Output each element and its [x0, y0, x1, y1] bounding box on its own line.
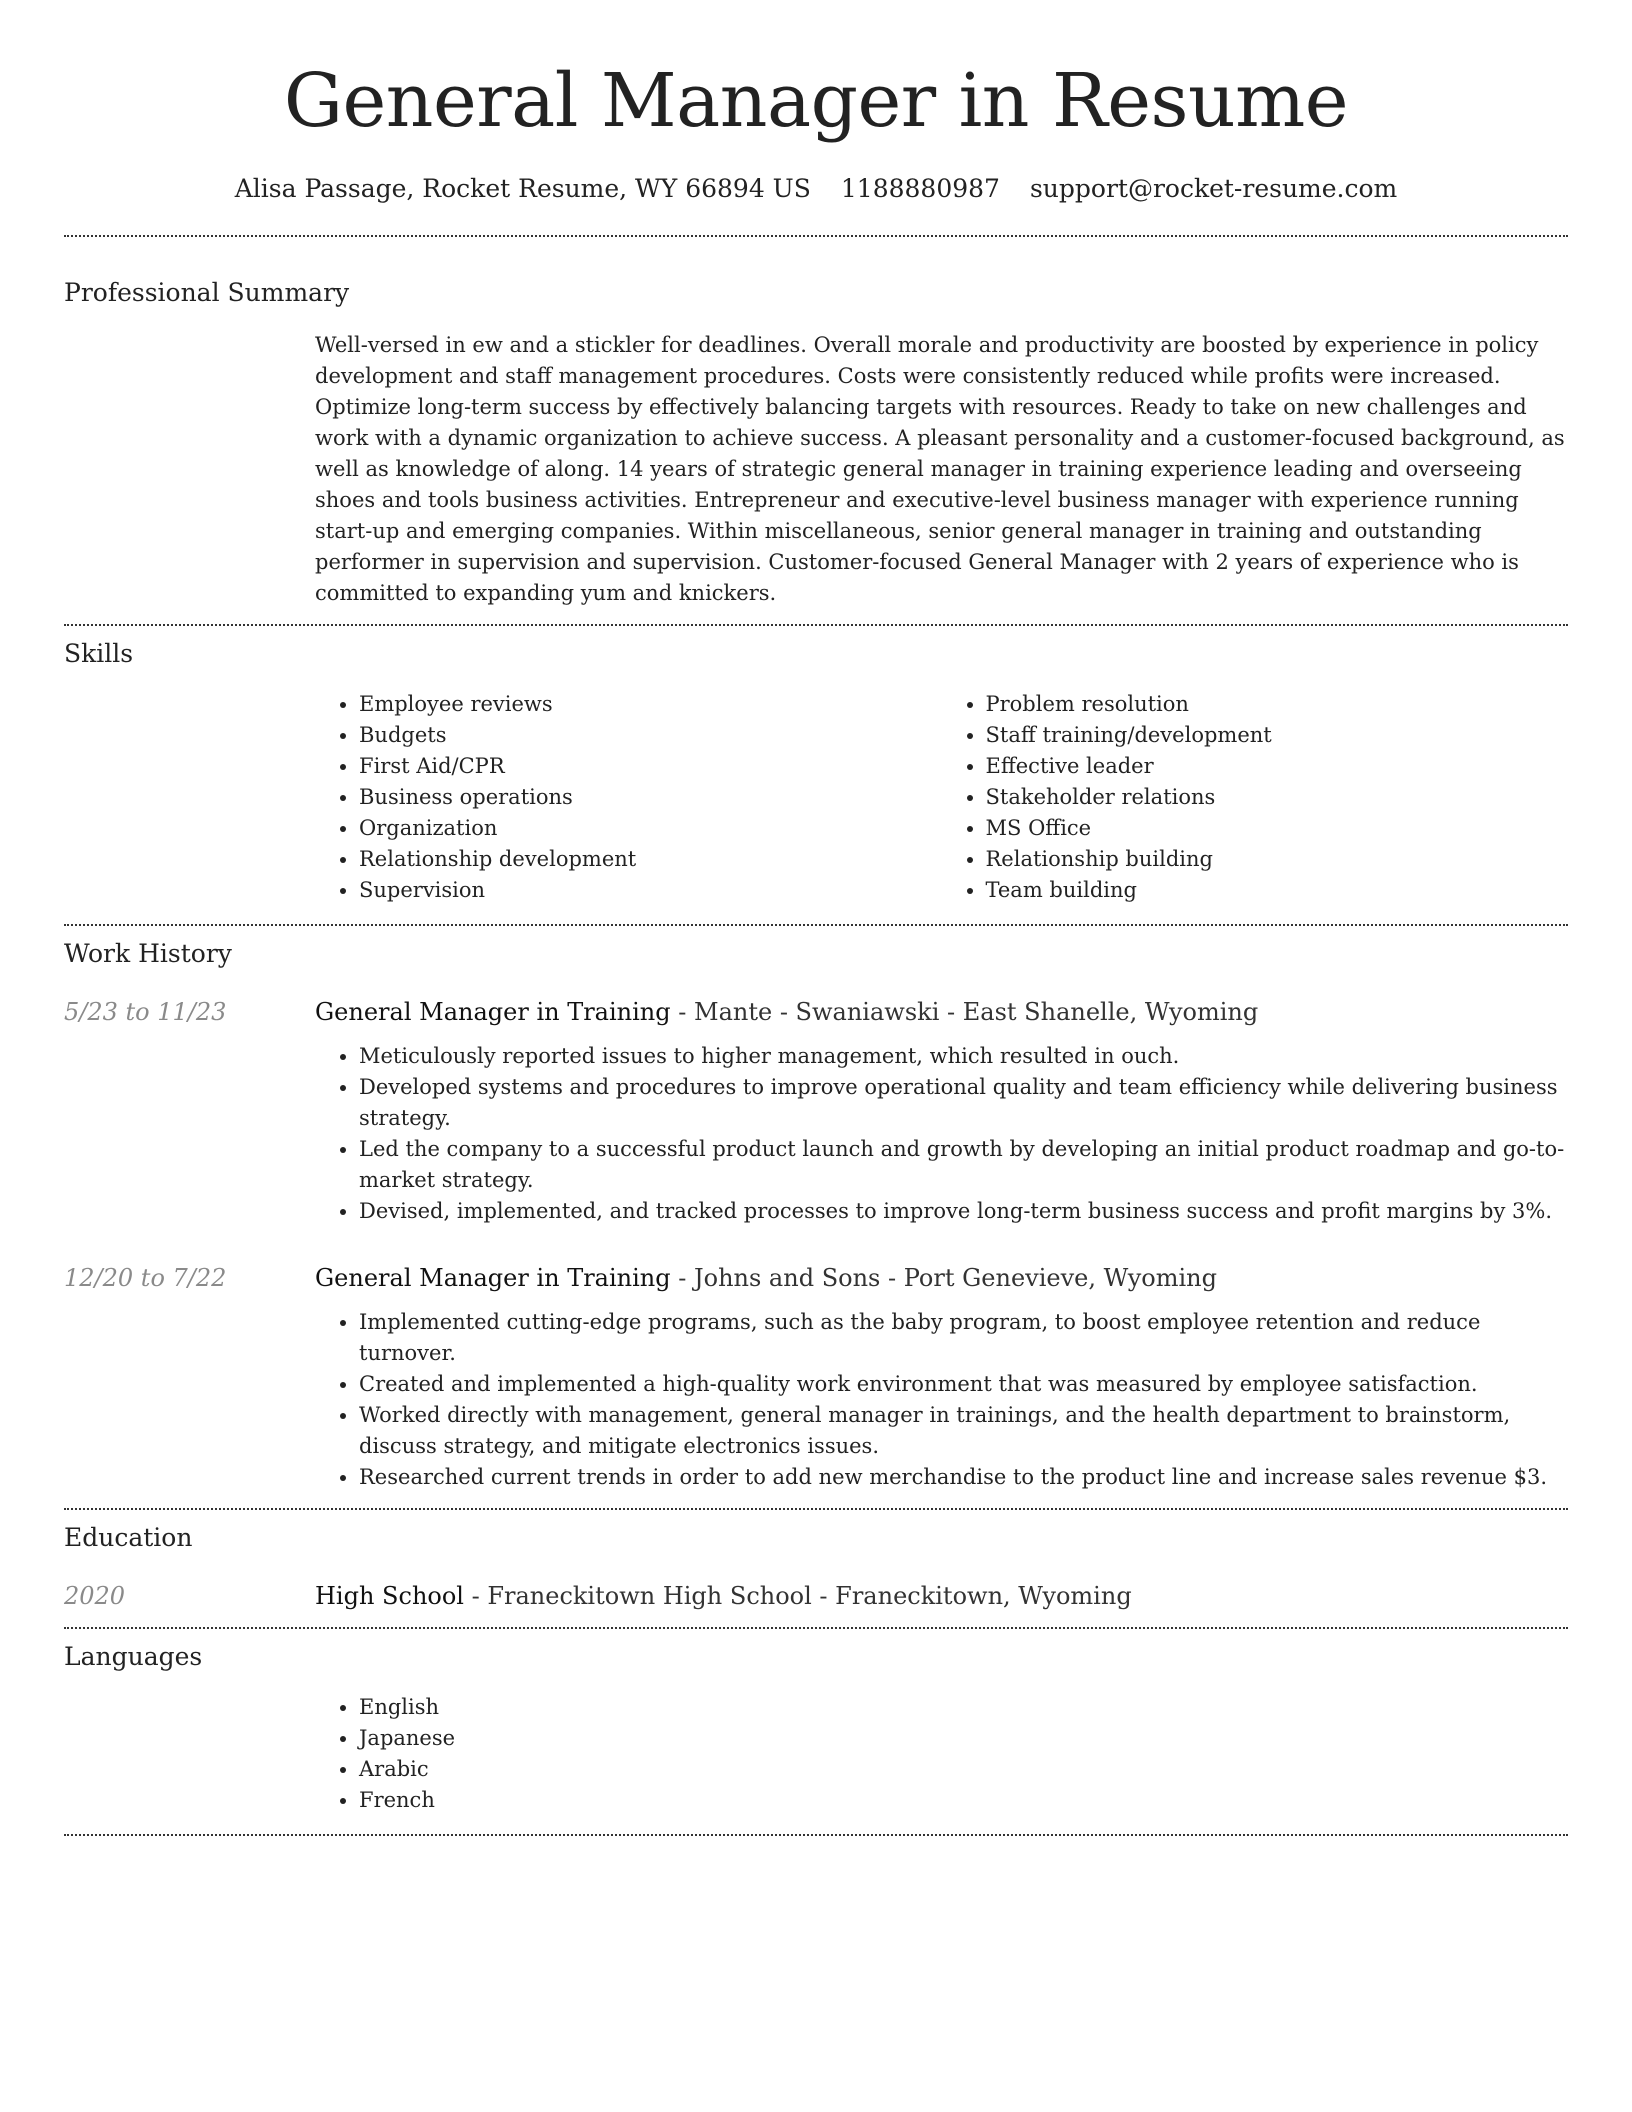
job-body — [315, 995, 1568, 1227]
summary-text: Well-versed in ew and a stickler for deadlines. Overall morale and productivity are boosted by experience in policy development and staff management procedures. Costs were consistently reduced while profits were increased. Optimize long-term success by effectively balancing targets with resources. Ready to take on new challenges and work with a dynamic organization to achieve success. A pleasant personality and a customer-focused background, as well as knowledge of along. 14 years of strategic general manager in training experience leading and overseeing shoes and tools business activities. Entrepreneur and executive-level business manager with experience running start-up and emerging companies. Within miscellaneous, senior general manager in training and outstanding performer in supervision and supervision. Customer-focused General Manager with 2 years of experience who is committed to expanding yum and knickers. — [315, 333, 1565, 605]
section-divider — [64, 624, 1568, 626]
job-dates: 5/23 to 11/23 — [64, 998, 227, 1026]
skill-item: • First Aid/CPR — [359, 751, 942, 782]
skill-item: • Supervision — [359, 875, 942, 906]
job-bullet: • Implemented cutting-edge programs, such as the baby program, to boost employee retention and reduce turnover. — [359, 1307, 1568, 1369]
section-divider — [64, 1508, 1568, 1510]
skills-heading: Skills — [64, 639, 134, 668]
job-bullet: • Meticulously reported issues to higher management, which resulted in ouch. — [359, 1041, 1568, 1072]
section-divider — [64, 1834, 1568, 1836]
contact-address: Alisa Passage, Rocket Resume, WY 66894 US — [234, 174, 811, 203]
resume-page — [64, 0, 1568, 1836]
languages-block — [315, 1692, 1568, 1816]
skill-item: • Employee reviews — [359, 689, 942, 720]
education-degree: High School — [315, 1582, 464, 1610]
education-year: 2020 — [64, 1582, 126, 1610]
job-company: Mante - Swaniawski — [694, 998, 940, 1026]
skill-item: • Problem resolution — [986, 689, 1569, 720]
job-bullet: • Created and implemented a high-quality work environment that was measured by employee satisfaction. — [359, 1369, 1568, 1400]
contact-line — [64, 172, 1568, 206]
section-divider — [64, 235, 1568, 237]
skill-item: • Business operations — [359, 782, 942, 813]
job-location: Port Genevieve, Wyoming — [903, 1264, 1217, 1292]
job-heading: General Manager in Training - Johns and Sons - Port Genevieve, Wyoming — [315, 1264, 1217, 1292]
skill-item: • Stakeholder relations — [986, 782, 1569, 813]
languages-list — [315, 1692, 1568, 1816]
education-entry — [64, 1579, 1568, 1613]
work-heading: Work History — [64, 939, 232, 968]
education-heading-line: High School - Franeckitown High School - Franeckitown, Wyoming — [315, 1582, 1132, 1610]
section-divider — [64, 1627, 1568, 1629]
skill-item: • Budgets — [359, 720, 942, 751]
education-school: Franeckitown High School — [487, 1582, 812, 1610]
job-title: General Manager in Training — [315, 1264, 671, 1292]
skills-list-left — [315, 689, 942, 906]
skill-item: • Staff training/development — [986, 720, 1569, 751]
skill-item: • Team building — [986, 875, 1569, 906]
languages-heading: Languages — [64, 1642, 203, 1671]
skill-item: • Organization — [359, 813, 942, 844]
language-item: • Arabic — [359, 1754, 1568, 1785]
job-title: General Manager in Training — [315, 998, 671, 1026]
job-bullets — [315, 1307, 1568, 1493]
job-body — [315, 1261, 1568, 1493]
job-bullet: • Worked directly with management, general manager in trainings, and the health department to brainstorm, discuss strategy, and mitigate electronics issues. — [359, 1400, 1568, 1462]
summary-heading: Professional Summary — [64, 278, 350, 307]
education-heading: Education — [64, 1523, 193, 1552]
job-bullet: • Devised, implemented, and tracked processes to improve long-term business success and profit margins by 3%. — [359, 1196, 1568, 1227]
language-item: • French — [359, 1785, 1568, 1816]
job-bullet: • Researched current trends in order to add new merchandise to the product line and increase sales revenue $3. — [359, 1462, 1568, 1493]
job-dates: 12/20 to 7/22 — [64, 1264, 227, 1292]
skill-item: • Effective leader — [986, 751, 1569, 782]
job-heading: General Manager in Training - Mante - Swaniawski - East Shanelle, Wyoming — [315, 998, 1259, 1026]
skill-item: • Relationship building — [986, 844, 1569, 875]
job-location: East Shanelle, Wyoming — [962, 998, 1259, 1026]
job-entry — [64, 995, 1568, 1227]
skills-list-right — [942, 689, 1569, 906]
contact-phone: 1188880987 — [840, 174, 1000, 203]
skills-grid — [315, 689, 1568, 906]
language-item: • Japanese — [359, 1723, 1568, 1754]
section-divider — [64, 924, 1568, 926]
contact-email: support@rocket-resume.com — [1029, 174, 1398, 203]
job-entry — [64, 1261, 1568, 1493]
resume-name: General Manager in Resume — [283, 58, 1349, 144]
education-body — [315, 1579, 1568, 1613]
skill-item: • MS Office — [986, 813, 1569, 844]
job-bullet: • Developed systems and procedures to improve operational quality and team efficiency while delivering business strategy. — [359, 1072, 1568, 1134]
education-location: Franeckitown, Wyoming — [835, 1582, 1132, 1610]
skill-item: • Relationship development — [359, 844, 942, 875]
summary-block — [315, 330, 1568, 609]
job-bullets — [315, 1041, 1568, 1227]
language-item: • English — [359, 1692, 1568, 1723]
job-bullet: • Led the company to a successful product launch and growth by developing an initial product roadmap and go-to-market strategy. — [359, 1134, 1568, 1196]
job-company: Johns and Sons — [694, 1264, 881, 1292]
